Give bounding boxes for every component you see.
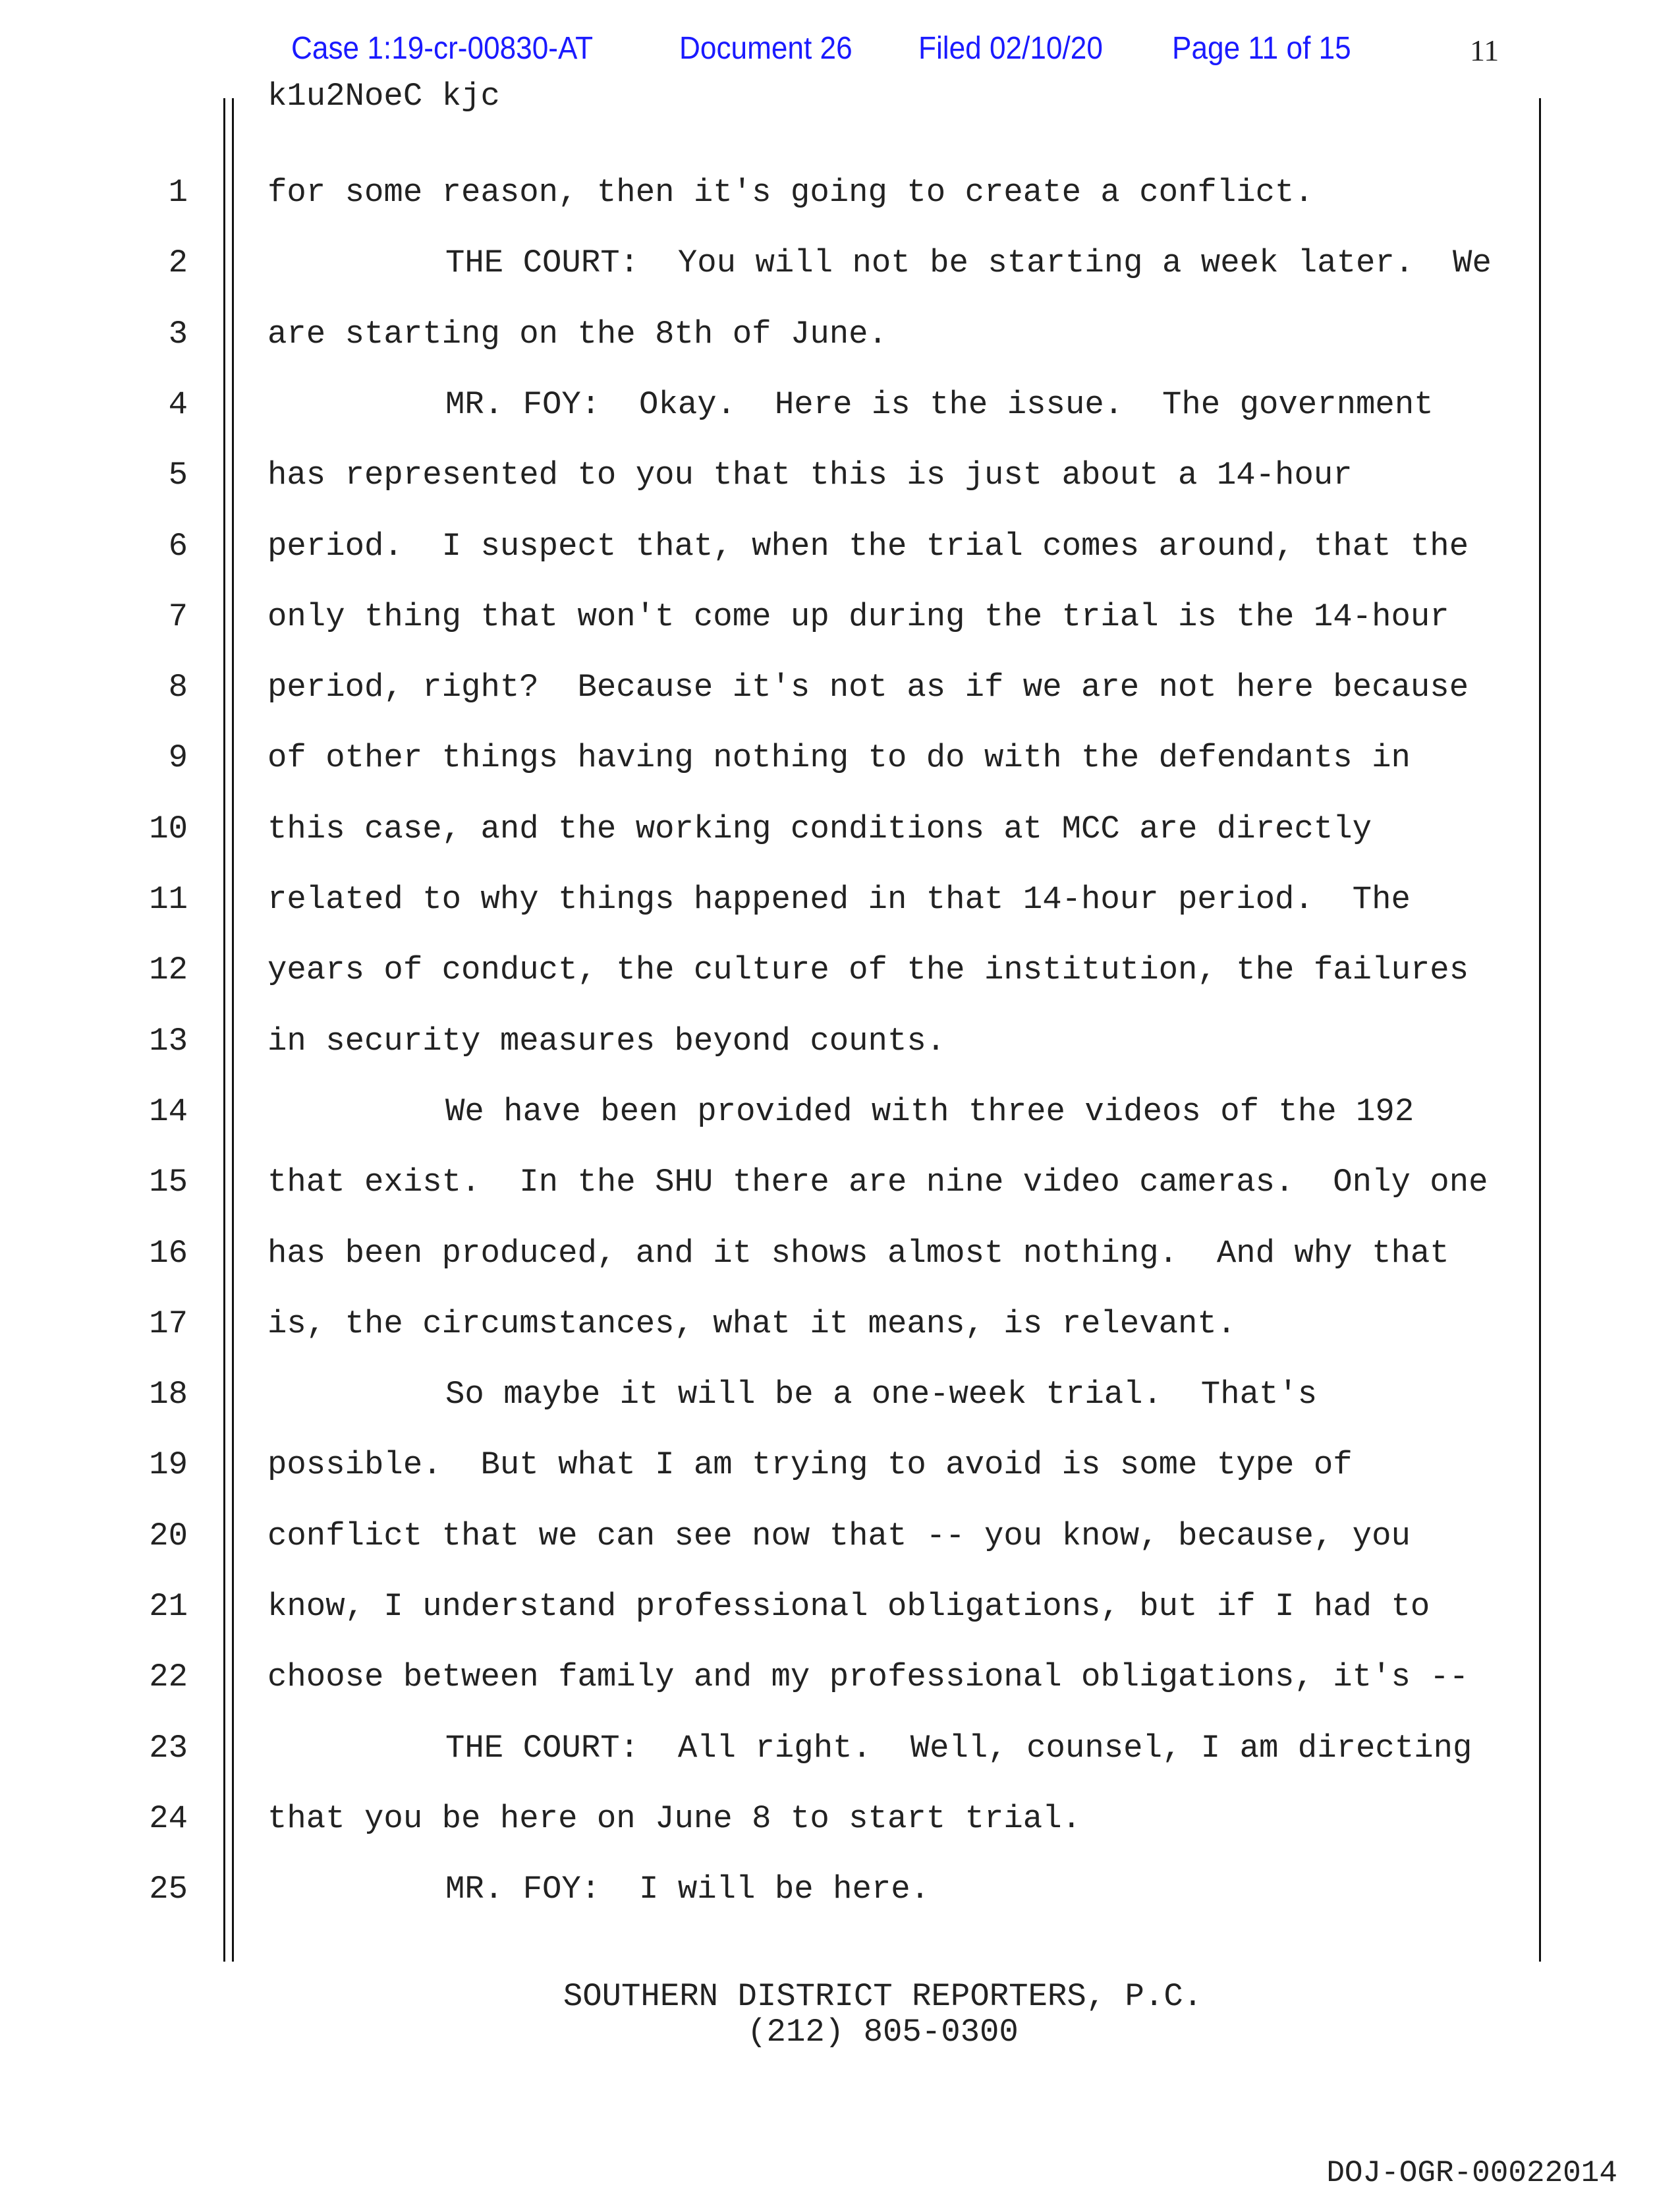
line-number: 6 bbox=[168, 527, 188, 565]
transcript-line: that exist. In the SHU there are nine video cameras. Only one bbox=[267, 1164, 1488, 1201]
transcript-line: know, I understand professional obligations, but if I had to bbox=[267, 1588, 1430, 1625]
document-number: Document 26 bbox=[679, 31, 853, 66]
transcript-line: years of conduct, the culture of the institution, the failures bbox=[267, 951, 1469, 989]
transcript-line: MR. FOY: I will be here. bbox=[445, 1871, 930, 1908]
line-number: 19 bbox=[149, 1446, 188, 1484]
transcript-line: related to why things happened in that 14-hour period. The bbox=[267, 881, 1411, 918]
transcript-line: this case, and the working conditions at MCC are directly bbox=[267, 810, 1372, 847]
line-number: 10 bbox=[149, 810, 188, 847]
line-number: 5 bbox=[168, 457, 188, 494]
line-number: 1 bbox=[168, 174, 188, 211]
line-number: 16 bbox=[149, 1234, 188, 1272]
line-number: 2 bbox=[168, 244, 188, 282]
transcript-line: So maybe it will be a one-week trial. That's bbox=[445, 1376, 1318, 1413]
line-number: 21 bbox=[149, 1588, 188, 1625]
transcript-line: of other things having nothing to do with the defendants in bbox=[267, 739, 1411, 777]
line-number: 11 bbox=[149, 881, 188, 918]
left-margin-rule bbox=[223, 98, 225, 1962]
line-number: 7 bbox=[168, 598, 188, 635]
reporter-name: SOUTHERN DISTRICT REPORTERS, P.C. bbox=[563, 1978, 1203, 2015]
transcript-line: has been produced, and it shows almost nothing. And why that bbox=[267, 1234, 1449, 1272]
transcript-line: THE COURT: All right. Well, counsel, I am directing bbox=[445, 1729, 1472, 1767]
line-number: 20 bbox=[149, 1517, 188, 1554]
transcript-line: MR. FOY: Okay. Here is the issue. The government bbox=[445, 385, 1434, 423]
line-number: 4 bbox=[168, 385, 188, 423]
line-number: 12 bbox=[149, 951, 188, 989]
transcript-page-number: 11 bbox=[1470, 34, 1499, 67]
transcript-line: are starting on the 8th of June. bbox=[267, 315, 887, 353]
left-margin-rule-inner bbox=[232, 98, 234, 1962]
bates-number: DOJ-OGR-00022014 bbox=[1326, 2156, 1617, 2190]
line-number: 24 bbox=[149, 1800, 188, 1837]
line-number: 15 bbox=[149, 1164, 188, 1201]
line-number: 9 bbox=[168, 739, 188, 777]
line-number: 14 bbox=[149, 1092, 188, 1130]
job-code: k1u2NoeC kjc bbox=[267, 78, 500, 115]
line-number: 25 bbox=[149, 1871, 188, 1908]
transcript-line: THE COURT: You will not be starting a week later. We bbox=[445, 244, 1492, 282]
line-number: 8 bbox=[168, 669, 188, 706]
transcript-line: for some reason, then it's going to create a conflict. bbox=[267, 174, 1314, 211]
transcript-line: We have been provided with three videos of the 192 bbox=[445, 1092, 1414, 1130]
line-number: 18 bbox=[149, 1376, 188, 1413]
filed-date: Filed 02/10/20 bbox=[918, 31, 1103, 66]
line-number: 17 bbox=[149, 1305, 188, 1342]
case-number: Case 1:19-cr-00830-AT bbox=[291, 31, 594, 66]
line-number: 13 bbox=[149, 1022, 188, 1060]
transcript-line: period. I suspect that, when the trial comes around, that the bbox=[267, 527, 1469, 565]
transcript-line: conflict that we can see now that -- you know, because, you bbox=[267, 1517, 1411, 1554]
reporter-phone: (212) 805-0300 bbox=[747, 2014, 1019, 2051]
transcript-line: possible. But what I am trying to avoid is some type of bbox=[267, 1446, 1353, 1484]
transcript-line: choose between family and my professional obligations, it's -- bbox=[267, 1659, 1469, 1696]
transcript-line: in security measures beyond counts. bbox=[267, 1022, 946, 1060]
transcript-line: that you be here on June 8 to start trial. bbox=[267, 1800, 1082, 1837]
right-margin-rule bbox=[1539, 98, 1541, 1962]
transcript-line: has represented to you that this is just about a 14-hour bbox=[267, 457, 1353, 494]
transcript-line: only thing that won't come up during the trial is the 14-hour bbox=[267, 598, 1449, 635]
line-number: 3 bbox=[168, 315, 188, 353]
line-number: 22 bbox=[149, 1659, 188, 1696]
transcript-line: is, the circumstances, what it means, is relevant. bbox=[267, 1305, 1237, 1342]
transcript-line: period, right? Because it's not as if we are not here because bbox=[267, 669, 1469, 706]
page-of-total: Page 11 of 15 bbox=[1172, 31, 1351, 66]
line-number: 23 bbox=[149, 1729, 188, 1767]
